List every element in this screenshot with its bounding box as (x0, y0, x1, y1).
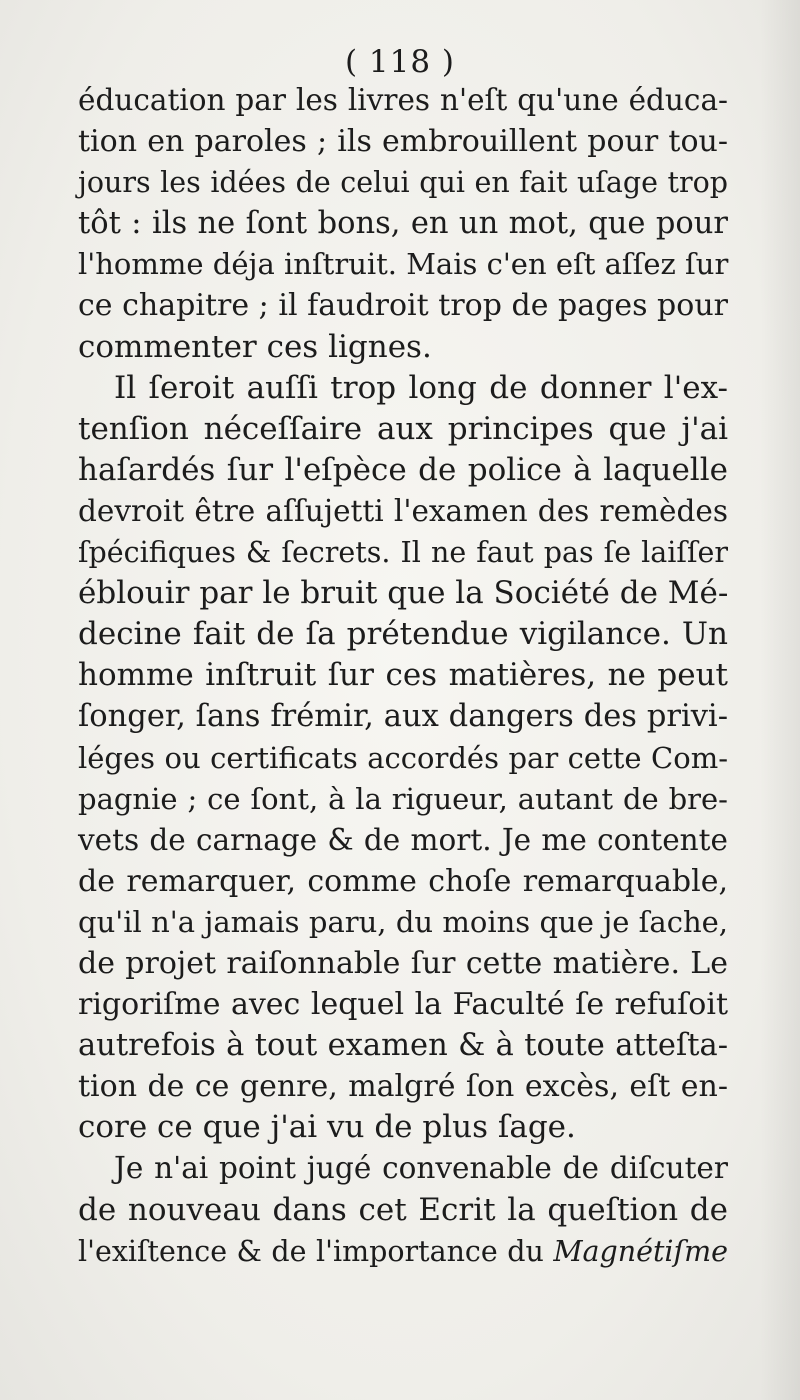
text-line: Je n'ai point jugé convenable de diſcuter (114, 1151, 728, 1186)
text-line: qu'il n'a jamais paru, du moins que je ſache, (78, 904, 728, 939)
text-line (78, 1231, 728, 1272)
text-line: jours les idées de celui qui en fait uſage trop (78, 166, 728, 200)
text-line: ſonger, ſans frémir, aux dangers des privi- (78, 699, 728, 735)
text-line: tion de ce genre, malgré ſon excès, eſt en- (78, 1069, 728, 1105)
text-line-roman: l'exiſtence & de l'importance du (78, 1234, 554, 1268)
text-line: l'homme déja inſtruit. Mais c'en eſt aſſez ſur (78, 247, 729, 282)
text-line: rigoriſme avec lequel la Faculté ſe refuſoit (78, 987, 728, 1023)
text-line: léges ou certificats accordés par cette Com- (78, 740, 728, 775)
body-text (78, 80, 728, 1272)
text-line: ſpécifiques & ſecrets. Il ne faut pas ſe laiſſer (78, 536, 728, 570)
text-line: vets de carnage & de mort. Je me contente (78, 822, 728, 857)
text-line: Il ſeroit auſſi trop long de donner l'ex- (114, 369, 728, 406)
italic-word: Magnétiſme (553, 1234, 728, 1268)
text-line: éblouir par le bruit que la Société de Mé- (78, 575, 729, 612)
text-line: homme inſtruit ſur ces matières, ne peut (78, 657, 728, 694)
text-line: tion en paroles ; ils embrouillent pour tou- (78, 124, 728, 160)
text-line: autrefois à tout examen & à toute atteſta- (78, 1028, 728, 1064)
text-line: haſardés ſur l'eſpèce de police à laquelle (78, 451, 728, 488)
text-line: de nouveau dans cet Ecrit la queſtion de (78, 1191, 728, 1228)
text-line: de projet raiſonnable ſur cette matière. Le (78, 945, 728, 981)
page-edge-shadow (760, 0, 800, 1400)
text-line: core ce que j'ai vu de plus ſage. (78, 1109, 576, 1146)
text-line: éducation par les livres n'eſt qu'une éduca- (78, 83, 728, 117)
text-line: ce chapitre ; il faudroit trop de pages pour (78, 288, 728, 324)
text-line: pagnie ; ce ſont, à la rigueur, autant de bre- (78, 781, 728, 816)
text-line: de remarquer, comme choſe remarquable, (78, 863, 728, 899)
text-line: tôt : ils ne ſont bons, en un mot, que pour (78, 206, 728, 242)
page-number: ( 118 ) (344, 44, 456, 80)
text-line: decine fait de ſa prétendue vigilance. Un (78, 616, 728, 653)
text-line: devroit être aſſujetti l'examen des remèdes (78, 493, 728, 528)
text-line: tenſion néceſſaire aux principes que j'ai (78, 410, 728, 447)
text-line: commenter ces lignes. (78, 328, 432, 365)
